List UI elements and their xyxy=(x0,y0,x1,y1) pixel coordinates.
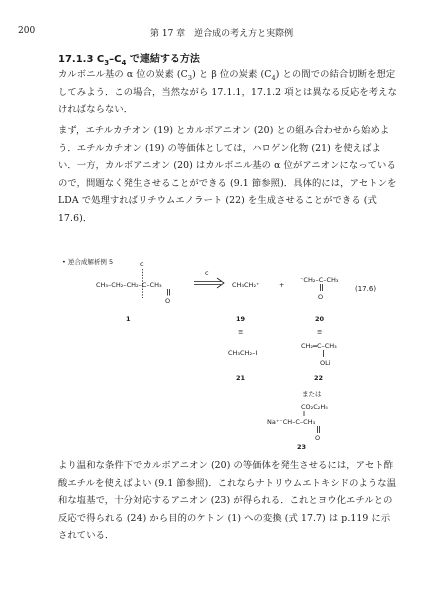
enolate-22-formula: CH₂═C–CH₃ xyxy=(301,342,337,350)
reaction-scheme xyxy=(0,254,425,450)
section-title-sub2: 4 xyxy=(121,59,127,67)
equiv-sign-19: ≡ xyxy=(238,328,244,336)
scheme-label: • 逆合成解析例 5 xyxy=(62,258,114,266)
p1-text-2: ) と β 位の炭素 (C xyxy=(192,69,272,80)
enolate-oli: OLi xyxy=(320,359,331,367)
paragraph-1 xyxy=(58,66,398,119)
p1-sub-2: 4 xyxy=(271,73,276,82)
plus-sign: + xyxy=(279,281,285,289)
alkyl-halide-21-formula: CH₃CH₂–I xyxy=(228,349,258,357)
malonate-23-formula: Na⁺⁻CH–C–CH₃ xyxy=(267,418,316,426)
section-title-mid: –C xyxy=(109,54,122,65)
malonate-oxygen: O xyxy=(315,434,321,442)
compound-20-label: 20 xyxy=(315,315,325,323)
equation-number: (17.6) xyxy=(355,285,377,293)
target-formula: CH₃–CH₂–CH₂–C–CH₃ xyxy=(96,281,162,289)
retro-arrow-label: c xyxy=(205,269,209,277)
p1-text-3: ) との間での結合切断を想定してみよう．この場合，当然ながら 17.1.1，17.1.2 項とは異なる反応を考えなければならない． xyxy=(58,69,397,116)
paragraph-3: より温和な条件下でカルボアニオン (20) の等価体を発生させるには，アセト酢酸エチルを使えばよい (9.1 節参照)．これならナトリウムエトキシドのような温和な塩基で，十分対応するアニオン (23) が得られる．これとヨウ化エチルとの反応で得られる (24) から目的のケトン (1) への変換 (式 17.7) は p.119 に示されている． xyxy=(58,460,397,542)
paragraph-2: まず，エチルカチオン (19) とカルボアニオン (20) との組み合わせから始めよう．エチルカチオン (19) の等価体としては，ハロゲン化物 (21) を使えばよい．一方，カルボアニオン (20) はカルボニル基の α 位がアニオンになっているので，問題なく発生させることができる (9.1 節参照)．具体的には，アセトンを LDA で処理すればリチウムエノラート (22) を生成させることができる (式 17.6)． xyxy=(58,125,397,224)
section-title-suffix: で連結する方法 xyxy=(126,54,200,65)
retro-arrow-head xyxy=(217,278,224,288)
equiv-sign-20: ≡ xyxy=(317,328,323,336)
compound-19-label: 19 xyxy=(236,315,246,323)
page-number: 200 xyxy=(18,26,36,36)
compound-23-label: 23 xyxy=(297,443,307,450)
section-title xyxy=(58,50,200,67)
section-number: 17.1.3 xyxy=(58,54,94,65)
compound-1-label: 1 xyxy=(126,315,131,323)
disconnection-label: c xyxy=(140,260,144,268)
or-text: または xyxy=(302,390,322,398)
p1-sub-1: 3 xyxy=(187,73,193,82)
anion-20-formula: ⁻CH₂–C–CH₃ xyxy=(300,276,339,284)
p1-text-1: カルボニル基の α 位の炭素 (C xyxy=(58,69,188,80)
malonate-23-ester: CO₂C₂H₅ xyxy=(301,403,328,411)
cation-19-formula: CH₃CH₂⁺ xyxy=(232,281,260,289)
compound-21-label: 21 xyxy=(236,374,246,382)
target-oxygen: O xyxy=(165,297,171,305)
section-title-c: C xyxy=(96,54,105,65)
anion-oxygen: O xyxy=(318,293,324,301)
section-title-sub1: 3 xyxy=(104,59,110,67)
chapter-header: 第 17 章 逆合成の考え方と実際例 xyxy=(150,29,294,39)
compound-22-label: 22 xyxy=(314,374,324,382)
